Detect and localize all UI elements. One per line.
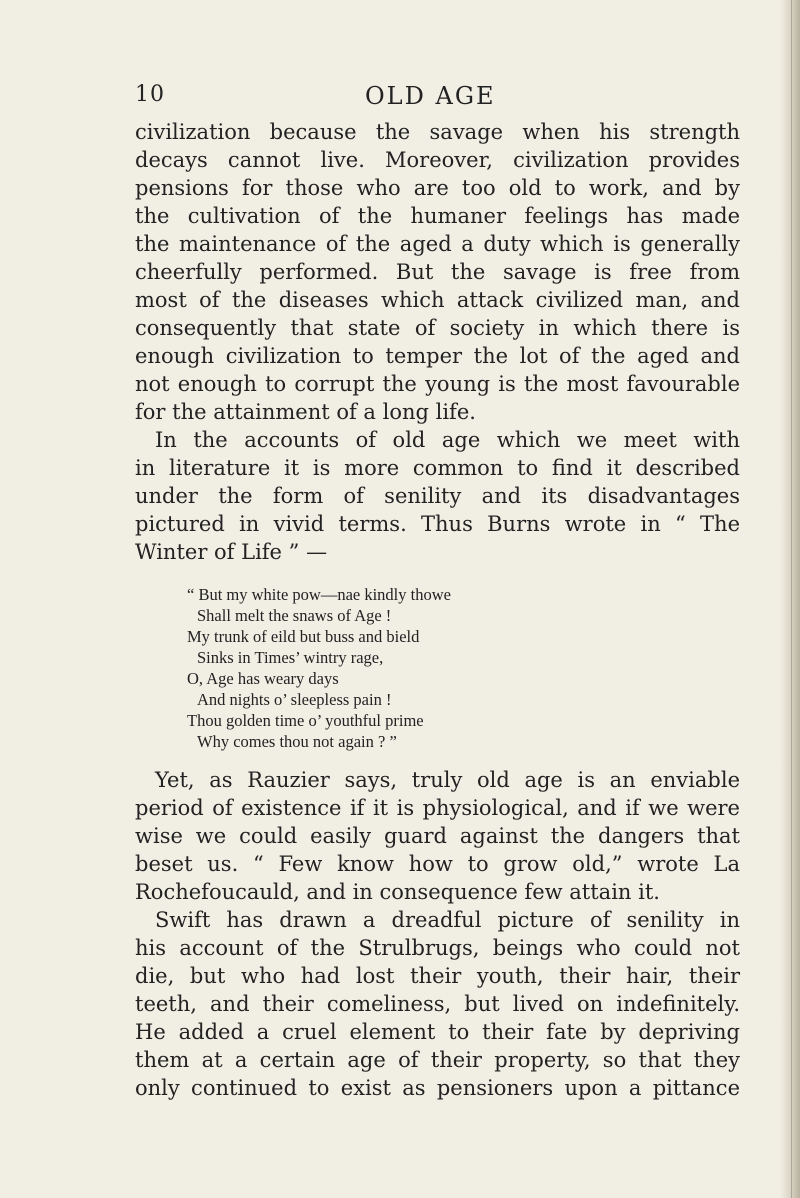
text-line: them at a certain age of their property, so that they (135, 1048, 740, 1072)
verse-line: My trunk of eild but buss and bield (187, 627, 420, 646)
text-line: He added a cruel element to their fate by depriving (135, 1020, 740, 1044)
text-line: his account of the Strulbrugs, beings who could not (135, 936, 740, 960)
text-line: Winter of Life ” — (135, 540, 328, 564)
text-line: decays cannot live. Moreover, civilization provides (135, 148, 740, 172)
text-line: wise we could easily guard against the dangers that (135, 824, 740, 848)
text-line: cheerfully performed. But the savage is free from (135, 260, 740, 284)
text-line: Yet, as Rauzier says, truly old age is an enviable (155, 768, 740, 792)
text-line: under the form of senility and its disadvantages (135, 484, 740, 508)
text-line: period of existence if it is physiological, and if we were (135, 796, 740, 820)
text-line: Rochefoucauld, and in consequence few attain it. (135, 880, 660, 904)
paragraph-4 (135, 906, 740, 1102)
text-line: in literature it is more common to find it described (135, 456, 740, 480)
text-line: enough civilization to temper the lot of the aged and (135, 344, 740, 368)
text-line: not enough to corrupt the young is the most favourable (135, 372, 740, 396)
text-line: teeth, and their comeliness, but lived on indefinitely. (135, 992, 740, 1016)
text-line: die, but who had lost their youth, their hair, their (135, 964, 740, 988)
verse-quotation (135, 584, 740, 752)
text-line: the maintenance of the aged a duty which is generally (135, 232, 740, 256)
verse-line: And nights o’ sleepless pain ! (197, 690, 392, 709)
text-line: pictured in vivid terms. Thus Burns wrote in “ The (135, 512, 740, 536)
text-line: In the accounts of old age which we meet with (155, 428, 740, 452)
page-edge-line (791, 0, 792, 1198)
text-line: consequently that state of society in which there is (135, 316, 740, 340)
running-title: OLD AGE (365, 82, 496, 110)
verse-line: Why comes thou not again ? ” (197, 732, 397, 751)
page-number: 10 (135, 82, 165, 107)
text-line: civilization because the savage when his strength (135, 120, 740, 144)
text-line: beset us. “ Few know how to grow old,” wrote La (135, 852, 740, 876)
text-line: Swift has drawn a dreadful picture of senility in (155, 908, 740, 932)
text-line: the cultivation of the humaner feelings has made (135, 204, 740, 228)
paragraph-3 (135, 766, 740, 906)
page-edge-shadow (780, 0, 800, 1198)
paragraph-2 (135, 426, 740, 566)
text-line: only continued to exist as pensioners upon a pittance (135, 1076, 740, 1100)
text-line: most of the diseases which attack civilized man, and (135, 288, 740, 312)
running-head (135, 82, 745, 118)
verse-line: Thou golden time o’ youthful prime (187, 711, 424, 730)
text-line: pensions for those who are too old to work, and by (135, 176, 740, 200)
verse-line: Shall melt the snaws of Age ! (197, 606, 392, 625)
verse-line: Sinks in Times’ wintry rage, (197, 648, 384, 667)
paragraph-1 (135, 118, 740, 426)
verse-line: O, Age has weary days (187, 669, 339, 688)
text-line: for the attainment of a long life. (135, 400, 476, 424)
body-text (135, 118, 740, 1102)
verse-line: “ But my white pow—nae kindly thowe (187, 585, 451, 604)
